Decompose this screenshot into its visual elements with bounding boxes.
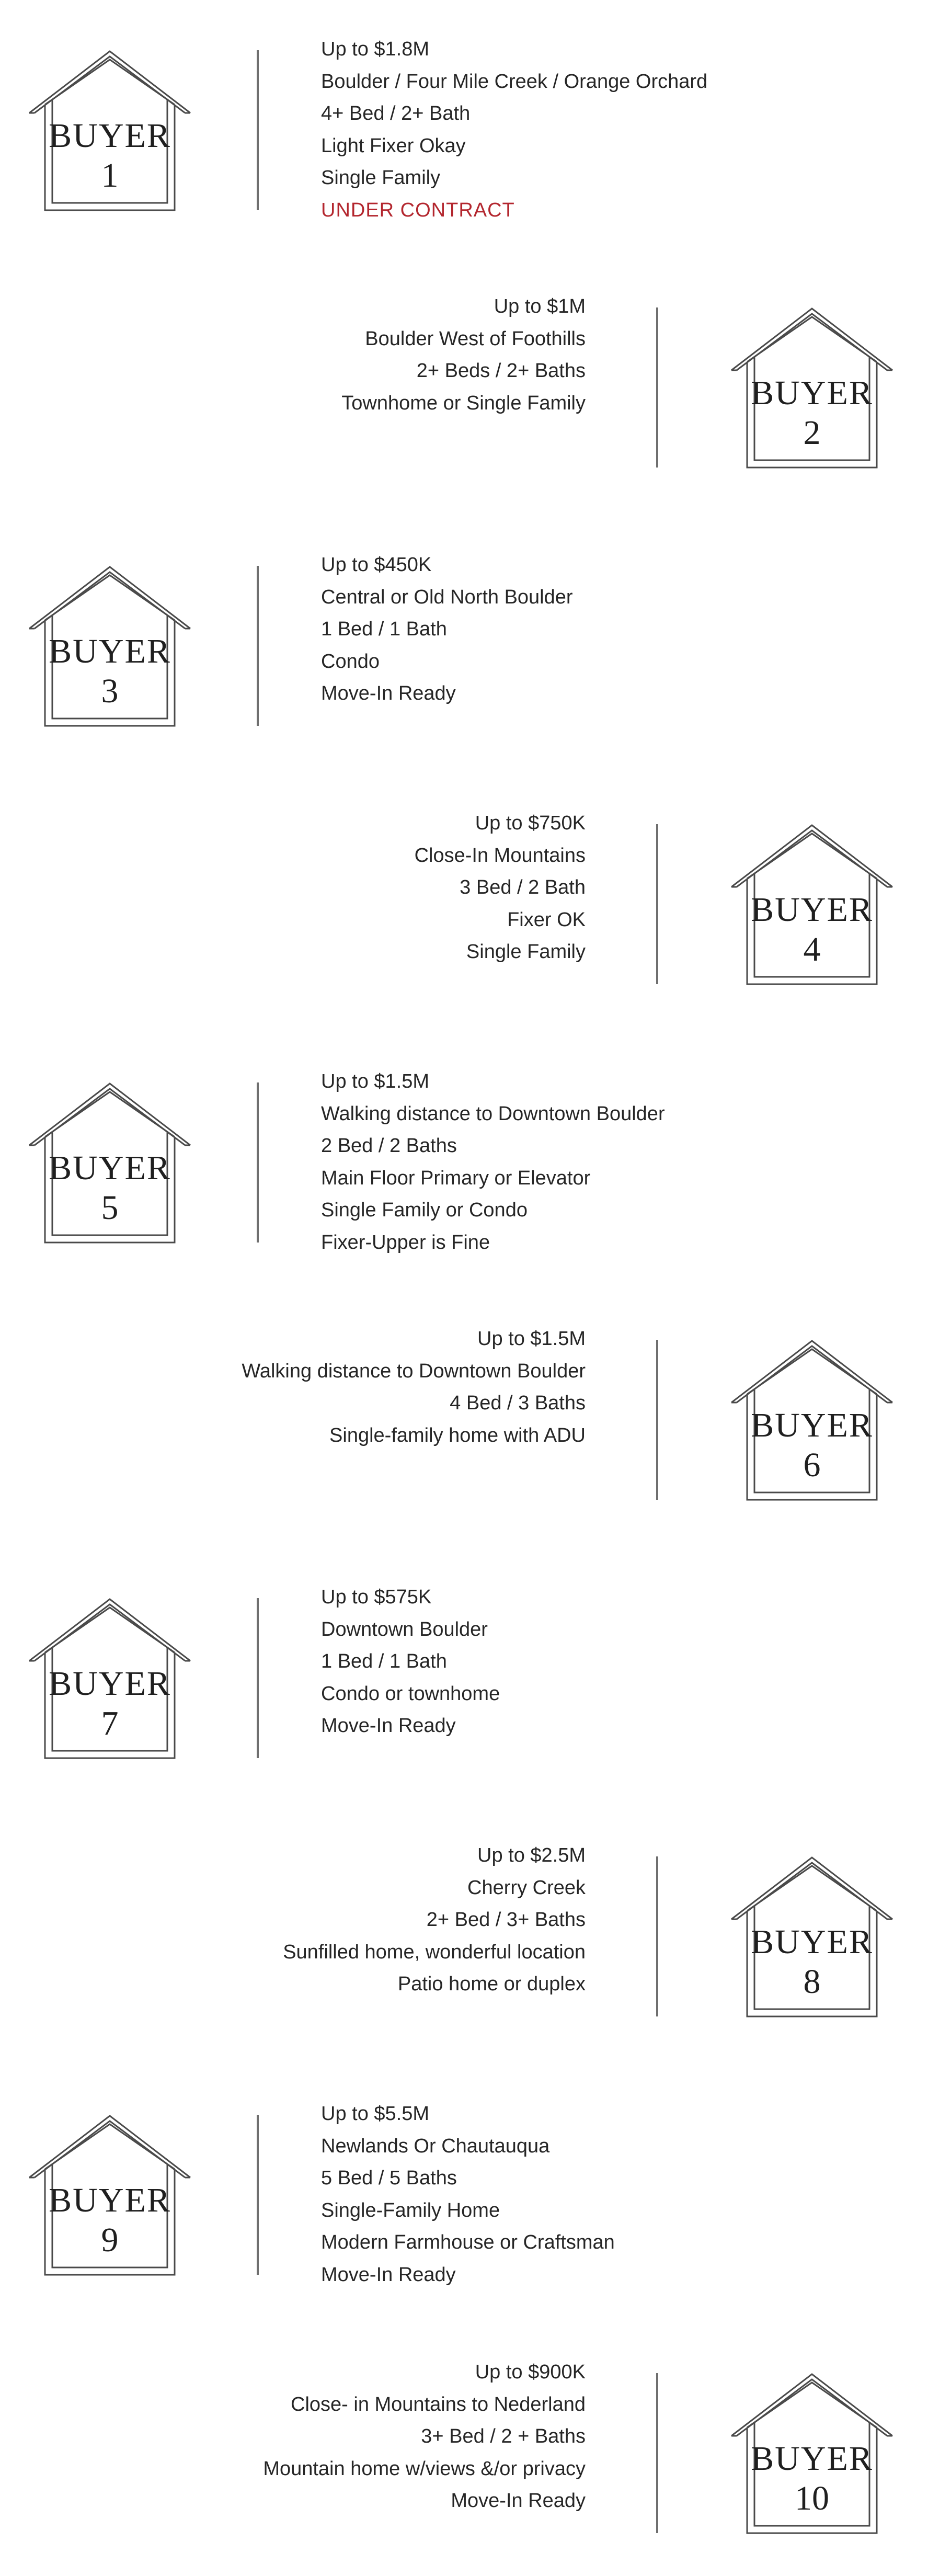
buyer-details <box>242 1323 586 1452</box>
style: Modern Farmhouse or Craftsman <box>321 2231 615 2253</box>
buyer-label: BUYER <box>49 632 171 670</box>
status-badge: UNDER CONTRACT <box>321 199 515 221</box>
house-icon <box>27 563 192 727</box>
price: Up to $750K <box>475 812 586 834</box>
buyer-label: BUYER <box>49 1149 171 1187</box>
divider <box>656 1856 658 2016</box>
divider <box>257 1082 259 1243</box>
buyer-number: 1 <box>101 156 119 195</box>
buyer-number: 4 <box>803 930 821 968</box>
divider <box>656 824 658 984</box>
house-icon <box>27 1595 192 1759</box>
house-icon <box>729 304 895 469</box>
buyer-number: 9 <box>101 2221 119 2259</box>
divider <box>257 50 259 210</box>
house-icon <box>27 2112 192 2276</box>
house-icon <box>729 1337 895 1501</box>
house-icon <box>729 1853 895 2018</box>
buyer-number: 2 <box>803 414 821 452</box>
location: Boulder West of Foothills <box>365 327 586 350</box>
condition: Fixer OK <box>507 908 586 931</box>
buyer-details <box>321 1581 500 1742</box>
bed-bath: 2+ Bed / 3+ Baths <box>426 1909 586 1931</box>
location: Close-In Mountains <box>414 844 586 867</box>
bed-bath: 3+ Bed / 2 + Baths <box>421 2425 586 2447</box>
buyer-number: 8 <box>803 1963 821 2001</box>
location: Walking distance to Downtown Boulder <box>321 1102 665 1125</box>
price: Up to $5.5M <box>321 2103 429 2125</box>
price: Up to $575K <box>321 1586 432 1608</box>
price: Up to $450K <box>321 554 432 576</box>
location: Downtown Boulder <box>321 1618 488 1640</box>
location: Newlands Or Chautauqua <box>321 2135 550 2157</box>
property-type: Patio home or duplex <box>397 1973 586 1995</box>
divider <box>656 307 658 468</box>
bed-bath: 1 Bed / 1 Bath <box>321 618 447 640</box>
bed-bath: 4+ Bed / 2+ Bath <box>321 102 471 124</box>
buyer-number: 10 <box>795 2479 829 2517</box>
buyer-label: BUYER <box>49 117 171 155</box>
bed-bath: 5 Bed / 5 Baths <box>321 2167 457 2189</box>
house-icon <box>27 1079 192 1244</box>
property-type: Single Family <box>466 941 586 963</box>
buyer-details <box>321 549 573 710</box>
price: Up to $1.8M <box>321 38 429 60</box>
house-icon <box>729 2370 895 2534</box>
bed-bath: 2+ Beds / 2+ Baths <box>416 360 586 382</box>
buyer-number: 7 <box>101 1704 119 1742</box>
buyer-label: BUYER <box>751 1923 873 1961</box>
property-type: Condo <box>321 650 380 673</box>
location: Close- in Mountains to Nederland <box>291 2393 586 2415</box>
property-type: Condo or townhome <box>321 1682 500 1705</box>
house-icon <box>27 47 192 211</box>
buyer-label: BUYER <box>49 1665 171 1703</box>
bed-bath: 3 Bed / 2 Bath <box>460 876 586 898</box>
location: Walking distance to Downtown Boulder <box>242 1360 586 1382</box>
buyer-details <box>321 2098 615 2291</box>
location: Boulder / Four Mile Creek / Orange Orchard <box>321 70 708 93</box>
property-type: Single Family <box>321 167 441 189</box>
property-type: Single-family home with ADU <box>329 1424 586 1446</box>
buyer-details <box>415 807 586 968</box>
house-icon <box>729 821 895 985</box>
buyer-number: 6 <box>803 1446 821 1484</box>
buyer-details <box>263 2356 586 2517</box>
condition: Move-In Ready <box>321 1715 456 1737</box>
condition: Move-In Ready <box>321 682 456 704</box>
property-type: Townhome or Single Family <box>341 392 586 414</box>
divider <box>257 566 259 726</box>
condition: Fixer-Upper is Fine <box>321 1231 490 1253</box>
buyer-label: BUYER <box>751 2440 873 2478</box>
condition: Move-In Ready <box>451 2490 586 2512</box>
bed-bath: 4 Bed / 3 Baths <box>450 1392 586 1414</box>
buyer-label: BUYER <box>751 1406 873 1444</box>
price: Up to $1.5M <box>321 1070 429 1092</box>
buyer-details <box>321 33 707 226</box>
buyer-label: BUYER <box>751 891 873 929</box>
price: Up to $900K <box>475 2361 586 2383</box>
buyer-details <box>341 291 586 419</box>
divider <box>656 1340 658 1500</box>
buyer-label: BUYER <box>751 374 873 412</box>
divider <box>656 2373 658 2533</box>
location: Central or Old North Boulder <box>321 586 573 608</box>
buyer-details <box>321 1066 665 1259</box>
buyer-details <box>283 1840 586 2001</box>
bed-bath: 2 Bed / 2 Baths <box>321 1135 457 1157</box>
buyer-number: 3 <box>101 672 119 710</box>
feature: Mountain home w/views &/or privacy <box>263 2457 586 2480</box>
property-type: Single-Family Home <box>321 2199 500 2221</box>
divider <box>257 2115 259 2275</box>
feature: Sunfilled home, wonderful location <box>283 1941 586 1963</box>
location: Cherry Creek <box>467 1876 586 1899</box>
feature: Main Floor Primary or Elevator <box>321 1167 591 1189</box>
buyer-number: 5 <box>101 1189 119 1227</box>
buyer-label: BUYER <box>49 2181 171 2219</box>
divider <box>257 1598 259 1758</box>
price: Up to $1M <box>494 295 586 317</box>
condition: Light Fixer Okay <box>321 134 466 157</box>
price: Up to $2.5M <box>477 1844 586 1866</box>
bed-bath: 1 Bed / 1 Bath <box>321 1650 447 1672</box>
condition: Move-In Ready <box>321 2263 456 2286</box>
property-type: Single Family or Condo <box>321 1199 528 1221</box>
price: Up to $1.5M <box>477 1328 586 1350</box>
